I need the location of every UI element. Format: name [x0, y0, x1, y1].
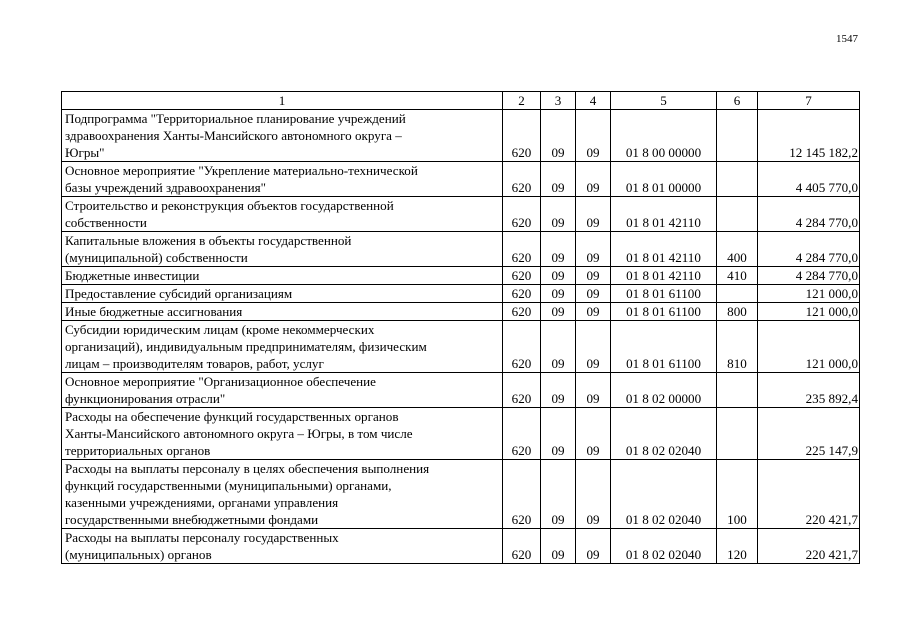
row-admin-code: 620: [503, 529, 541, 564]
row-description: [62, 373, 503, 408]
header-row: [62, 92, 860, 110]
column-header-2: 2: [503, 92, 541, 110]
row-target-article: 01 8 01 61100: [611, 303, 717, 321]
row-description: [62, 267, 503, 285]
row-amount: 220 421,7: [758, 529, 860, 564]
row-subsection-code: 09: [576, 232, 611, 267]
table-body: [62, 110, 860, 564]
table-row: [62, 162, 860, 197]
column-header-1: 1: [62, 92, 503, 110]
row-amount: 235 892,4: [758, 373, 860, 408]
row-target-article: 01 8 00 00000: [611, 110, 717, 162]
table-row: [62, 232, 860, 267]
row-section-code: 09: [541, 321, 576, 373]
row-expense-type: [717, 197, 758, 232]
row-admin-code: 620: [503, 321, 541, 373]
row-description: [62, 321, 503, 373]
row-subsection-code: 09: [576, 529, 611, 564]
description-line: лицам – производителям товаров, работ, услуг: [65, 356, 324, 371]
row-section-code: 09: [541, 285, 576, 303]
row-description: [62, 460, 503, 529]
description-line: казенными учреждениями, органами управления: [65, 495, 339, 510]
page-number: 1547: [836, 33, 858, 45]
row-amount: 121 000,0: [758, 321, 860, 373]
budget-table: [61, 91, 860, 564]
row-amount: 121 000,0: [758, 285, 860, 303]
row-subsection-code: 09: [576, 321, 611, 373]
table-row: [62, 267, 860, 285]
row-target-article: 01 8 01 61100: [611, 321, 717, 373]
description-line: собственности: [65, 215, 147, 230]
table-row: [62, 110, 860, 162]
row-description: [62, 110, 503, 162]
row-target-article: 01 8 01 61100: [611, 285, 717, 303]
row-subsection-code: 09: [576, 373, 611, 408]
row-subsection-code: 09: [576, 162, 611, 197]
column-header-5: 5: [611, 92, 717, 110]
row-target-article: 01 8 02 00000: [611, 373, 717, 408]
row-admin-code: 620: [503, 197, 541, 232]
table-row: [62, 197, 860, 232]
row-description: [62, 197, 503, 232]
row-expense-type: [717, 162, 758, 197]
row-amount: 4 405 770,0: [758, 162, 860, 197]
row-subsection-code: 09: [576, 303, 611, 321]
row-expense-type: [717, 285, 758, 303]
description-line: базы учреждений здравоохранения": [65, 180, 266, 195]
row-amount: 121 000,0: [758, 303, 860, 321]
row-target-article: 01 8 01 00000: [611, 162, 717, 197]
table-row: [62, 321, 860, 373]
row-description: [62, 529, 503, 564]
row-target-article: 01 8 01 42110: [611, 197, 717, 232]
table-row: [62, 408, 860, 460]
row-description: [62, 303, 503, 321]
row-section-code: 09: [541, 408, 576, 460]
row-target-article: 01 8 02 02040: [611, 529, 717, 564]
row-admin-code: 620: [503, 267, 541, 285]
row-expense-type: [717, 408, 758, 460]
description-line: Основное мероприятие "Укрепление материально-технической: [65, 163, 418, 178]
column-header-6: 6: [717, 92, 758, 110]
row-section-code: 09: [541, 267, 576, 285]
description-line: Строительство и реконструкция объектов государственной: [65, 198, 394, 213]
description-line: Ханты-Мансийского автономного округа – Югры, в том числе: [65, 426, 413, 441]
row-section-code: 09: [541, 303, 576, 321]
description-line: Основное мероприятие "Организационное обеспечение: [65, 374, 376, 389]
row-expense-type: 410: [717, 267, 758, 285]
row-section-code: 09: [541, 162, 576, 197]
row-subsection-code: 09: [576, 285, 611, 303]
row-subsection-code: 09: [576, 197, 611, 232]
description-line: функционирования отрасли": [65, 391, 226, 406]
row-admin-code: 620: [503, 110, 541, 162]
row-expense-type: 800: [717, 303, 758, 321]
table-row: [62, 303, 860, 321]
description-line: здравоохранения Ханты-Мансийского автономного округа –: [65, 128, 402, 143]
description-line: функций государственными (муниципальными) органами,: [65, 478, 392, 493]
description-line: Бюджетные инвестиции: [65, 268, 200, 283]
row-expense-type: [717, 110, 758, 162]
row-section-code: 09: [541, 232, 576, 267]
row-expense-type: [717, 373, 758, 408]
row-description: [62, 162, 503, 197]
row-expense-type: 400: [717, 232, 758, 267]
row-subsection-code: 09: [576, 408, 611, 460]
row-admin-code: 620: [503, 232, 541, 267]
row-section-code: 09: [541, 110, 576, 162]
row-subsection-code: 09: [576, 110, 611, 162]
table-row: [62, 285, 860, 303]
description-line: Югры": [65, 145, 105, 160]
description-line: Предоставление субсидий организациям: [65, 286, 293, 301]
description-line: Расходы на выплаты персоналу государственных: [65, 530, 339, 545]
column-header-4: 4: [576, 92, 611, 110]
description-line: Расходы на обеспечение функций государственных органов: [65, 409, 399, 424]
row-amount: 4 284 770,0: [758, 197, 860, 232]
column-header-7: 7: [758, 92, 860, 110]
description-line: Иные бюджетные ассигнования: [65, 304, 243, 319]
row-amount: 225 147,9: [758, 408, 860, 460]
description-line: (муниципальной) собственности: [65, 250, 248, 265]
row-amount: 12 145 182,2: [758, 110, 860, 162]
row-subsection-code: 09: [576, 460, 611, 529]
table-row: [62, 529, 860, 564]
row-expense-type: 120: [717, 529, 758, 564]
row-admin-code: 620: [503, 162, 541, 197]
row-amount: 4 284 770,0: [758, 267, 860, 285]
table-row: [62, 373, 860, 408]
row-admin-code: 620: [503, 408, 541, 460]
row-description: [62, 232, 503, 267]
row-description: [62, 408, 503, 460]
row-expense-type: 100: [717, 460, 758, 529]
description-line: (муниципальных) органов: [65, 547, 212, 562]
row-section-code: 09: [541, 529, 576, 564]
description-line: организаций), индивидуальным предпринимателям, физическим: [65, 339, 427, 354]
description-line: территориальных органов: [65, 443, 211, 458]
row-admin-code: 620: [503, 285, 541, 303]
row-admin-code: 620: [503, 373, 541, 408]
table-row: [62, 460, 860, 529]
row-section-code: 09: [541, 197, 576, 232]
description-line: Капитальные вложения в объекты государственной: [65, 233, 352, 248]
row-target-article: 01 8 01 42110: [611, 232, 717, 267]
row-target-article: 01 8 01 42110: [611, 267, 717, 285]
row-subsection-code: 09: [576, 267, 611, 285]
row-amount: 220 421,7: [758, 460, 860, 529]
row-admin-code: 620: [503, 303, 541, 321]
row-target-article: 01 8 02 02040: [611, 408, 717, 460]
row-section-code: 09: [541, 373, 576, 408]
row-admin-code: 620: [503, 460, 541, 529]
row-expense-type: 810: [717, 321, 758, 373]
row-section-code: 09: [541, 460, 576, 529]
row-description: [62, 285, 503, 303]
description-line: государственными внебюджетными фондами: [65, 512, 319, 527]
description-line: Расходы на выплаты персоналу в целях обеспечения выполнения: [65, 461, 430, 476]
row-target-article: 01 8 02 02040: [611, 460, 717, 529]
row-amount: 4 284 770,0: [758, 232, 860, 267]
description-line: Подпрограмма "Территориальное планирование учреждений: [65, 111, 406, 126]
description-line: Субсидии юридическим лицам (кроме некоммерческих: [65, 322, 375, 337]
column-header-3: 3: [541, 92, 576, 110]
